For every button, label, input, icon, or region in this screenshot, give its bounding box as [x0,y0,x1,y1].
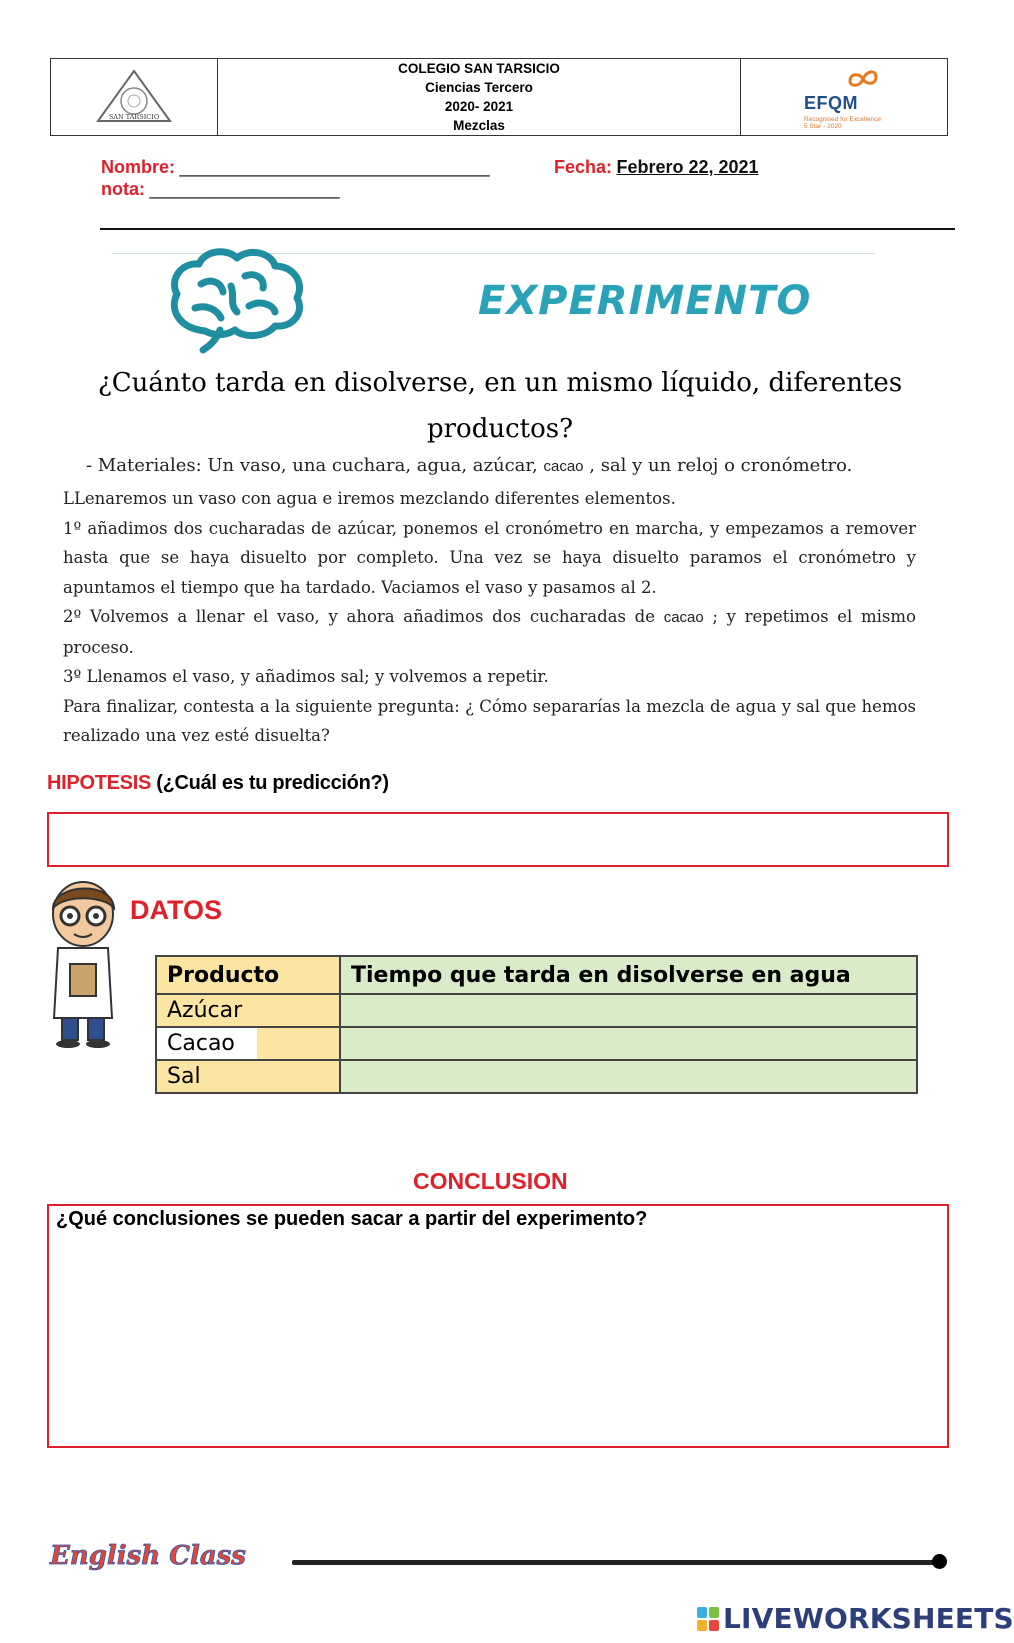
efqm-logo [741,59,947,135]
time-input[interactable] [340,1027,917,1060]
instruction-intro: LLenaremos un vaso con agua e iremos mezclando diferentes elementos. [63,489,676,508]
hypothesis-prompt: (¿Cuál es tu predicción?) [151,772,389,794]
topic: Mezclas [453,118,505,133]
data-table [155,955,918,1094]
time-input[interactable] [340,994,917,1027]
footer-line [292,1560,937,1565]
fecha-value: Febrero 22, 2021 [616,157,759,177]
instructions [63,484,916,751]
footer-dot [932,1554,947,1569]
english-class-logo [46,1534,246,1582]
fecha-row [554,157,759,178]
instruction-final: Para finalizar, contesta a la siguiente pregunta: ¿ Cómo separarías la mezcla de agua y sal que hemos realizado una vez esté disuelta? [63,696,916,745]
nombre-label: Nombre: [101,157,176,177]
header-table [50,58,948,136]
materials: - Materiales: Un vaso, una cuchara, agua, azúcar, cacao , sal y un reloj o cronómetro. [86,455,853,476]
conclusion-heading: CONCLUSION [413,1168,568,1194]
product-cell: Azúcar [156,994,340,1027]
scientist-boy-icon [46,878,120,1048]
conclusion-question: ¿Qué conclusiones se pueden sacar a partir del experimento? [56,1208,648,1230]
time-input[interactable] [340,1060,917,1093]
header-info [218,59,741,135]
subject: Ciencias Tercero [425,80,533,95]
experiment-banner: EXPERIMENTO [478,278,812,324]
header-tiempo: Tiempo que tarda en disolverse en agua [340,956,917,994]
hypothesis-input[interactable] [47,812,949,867]
divider [100,228,955,230]
efqm-title: EFQM [804,93,858,113]
school-logo [51,59,218,135]
fecha-label: Fecha: [554,157,613,177]
hypothesis-heading [47,772,389,795]
efqm-infinity-icon [846,67,880,91]
conclusion-input[interactable] [47,1204,949,1448]
datos-heading: DATOS [130,895,223,925]
instruction-step-2: 2º Volvemos a llenar el vaso, y ahora añadimos dos cucharadas de cacao ; y repetimos el mismo proceso. [63,607,916,657]
liveworksheets-brand[interactable]: LIVEWORKSHEETS [723,1602,1014,1635]
table-row [156,994,917,1027]
school-year: 2020- 2021 [444,99,514,114]
table-row [156,1060,917,1093]
nombre-row [101,157,490,178]
hypothesis-label: HIPOTESIS [47,772,151,794]
nota-label: nota: [101,179,145,199]
instruction-step-1: 1º añadimos dos cucharadas de azúcar, ponemos el cronómetro en marcha, y empezamos a remover hasta que se haya disuelto por completo. Una vez se haya disuelto paramos el cronómetro y apuntamos el tiempo que ha tardado. Vaciamos el vaso y pasamos al 2. [63,518,916,597]
experiment-question: ¿Cuánto tarda en disolverse, en un mismo líquido, diferentes productos? [97,368,903,444]
nota-field[interactable]: ___________________ [149,179,340,199]
nota-row [101,179,340,200]
nombre-field[interactable]: _______________________________ [179,157,490,177]
svg-text:English Class: English Class [50,1541,246,1571]
table-header-row [156,956,917,994]
header-producto: Producto [156,956,340,994]
brain-icon [165,246,310,354]
cacao-word: cacao [543,458,584,475]
svg-text:SAN TARSICIO: SAN TARSICIO [108,113,160,121]
efqm-subtitle: Recognised for Excellence 5 Star - 2020 [804,116,881,130]
school-name: COLEGIO SAN TARSICIO [398,61,560,76]
liveworksheets-icon [697,1607,719,1631]
table-row [156,1027,917,1060]
instruction-step-3: 3º Llenamos el vaso, y añadimos sal; y volvemos a repetir. [63,667,549,686]
product-cell: Sal [156,1060,340,1093]
product-cell: Cacao [156,1027,340,1060]
triangle-crest-icon [94,67,174,127]
